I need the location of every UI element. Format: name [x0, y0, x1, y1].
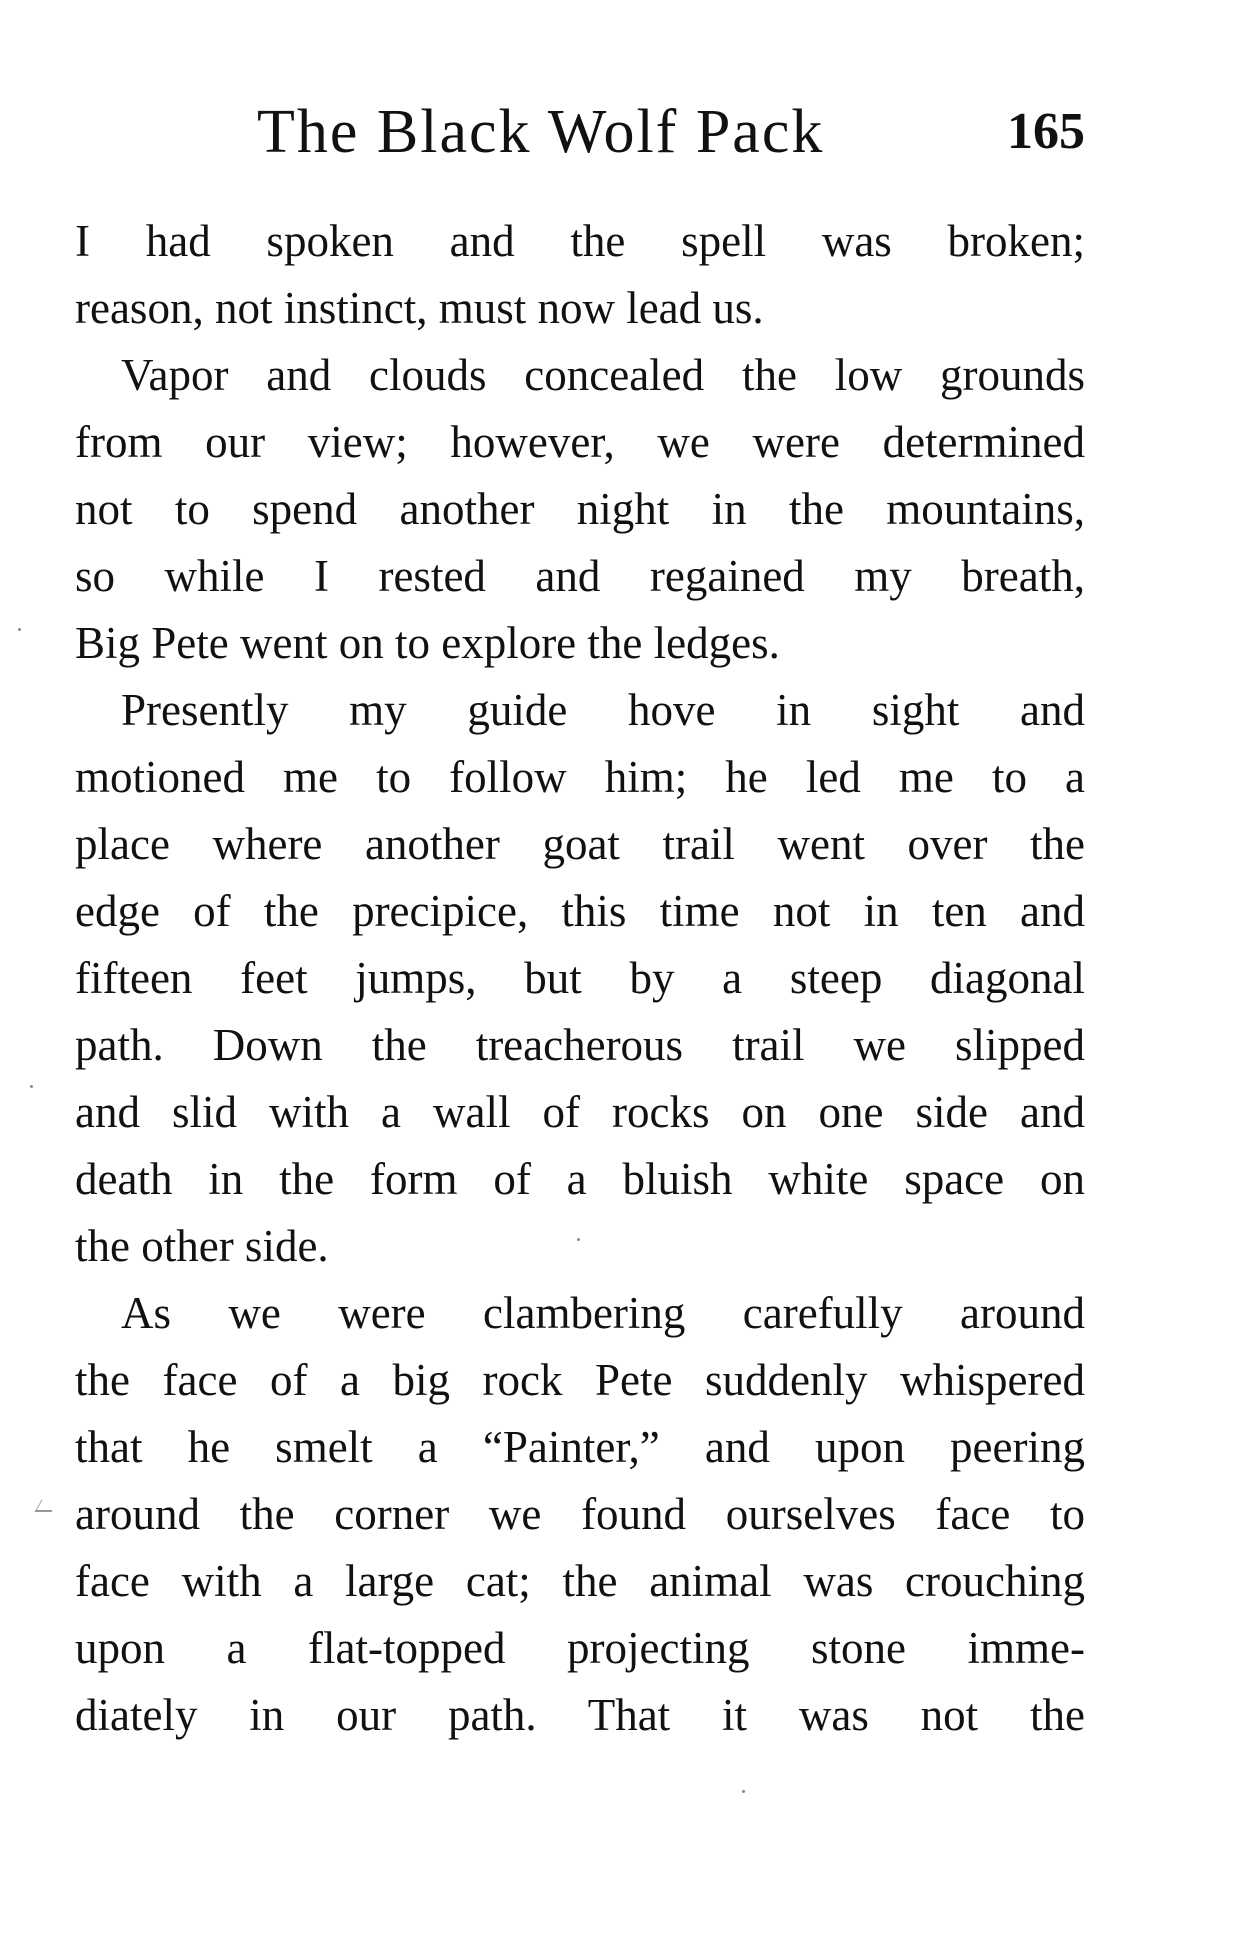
text-line: that he smelt a “Painter,” and upon peering — [75, 1422, 1085, 1472]
text-line: and slid with a wall of rocks on one side and — [75, 1087, 1085, 1137]
text-line: motioned me to follow him; he led me to a — [75, 752, 1085, 802]
text-line: from our view; however, we were determined — [75, 417, 1085, 467]
text-line: place where another goat trail went over the — [75, 819, 1085, 869]
text-line: so while I rested and regained my breath, — [75, 551, 1085, 601]
paper-speck — [18, 628, 21, 631]
body-text — [75, 208, 1085, 1749]
text-line: the face of a big rock Pete suddenly whispered — [75, 1355, 1085, 1405]
text-line: I had spoken and the spell was broken; — [75, 216, 1085, 266]
margin-mark — [35, 1500, 59, 1512]
paper-speck — [742, 1790, 745, 1793]
text-line: death in the form of a bluish white space on — [75, 1154, 1085, 1204]
text-line: around the corner we found ourselves face to — [75, 1489, 1085, 1539]
text-line: Big Pete went on to explore the ledges. — [75, 618, 780, 668]
text-line: fifteen feet jumps, but by a steep diagonal — [75, 953, 1085, 1003]
text-line: upon a flat-topped projecting stone imme- — [75, 1623, 1085, 1673]
text-line: not to spend another night in the mountains, — [75, 484, 1085, 534]
text-line: reason, not instinct, must now lead us. — [75, 283, 764, 333]
paper-speck — [30, 1085, 33, 1088]
text-line: Presently my guide hove in sight and — [121, 685, 1085, 735]
running-title: The Black Wolf Pack — [257, 98, 825, 166]
text-line: As we were clambering carefully around — [121, 1288, 1085, 1338]
text-line: diately in our path. That it was not the — [75, 1690, 1085, 1740]
text-line: face with a large cat; the animal was crouching — [75, 1556, 1085, 1606]
text-line: path. Down the treacherous trail we slipped — [75, 1020, 1085, 1070]
text-line: the other side. — [75, 1221, 329, 1271]
text-line: Vapor and clouds concealed the low grounds — [121, 350, 1085, 400]
page-number: 165 — [1007, 103, 1085, 160]
running-head — [75, 92, 1085, 172]
text-line: edge of the precipice, this time not in ten and — [75, 886, 1085, 936]
paper-speck — [577, 1238, 580, 1241]
